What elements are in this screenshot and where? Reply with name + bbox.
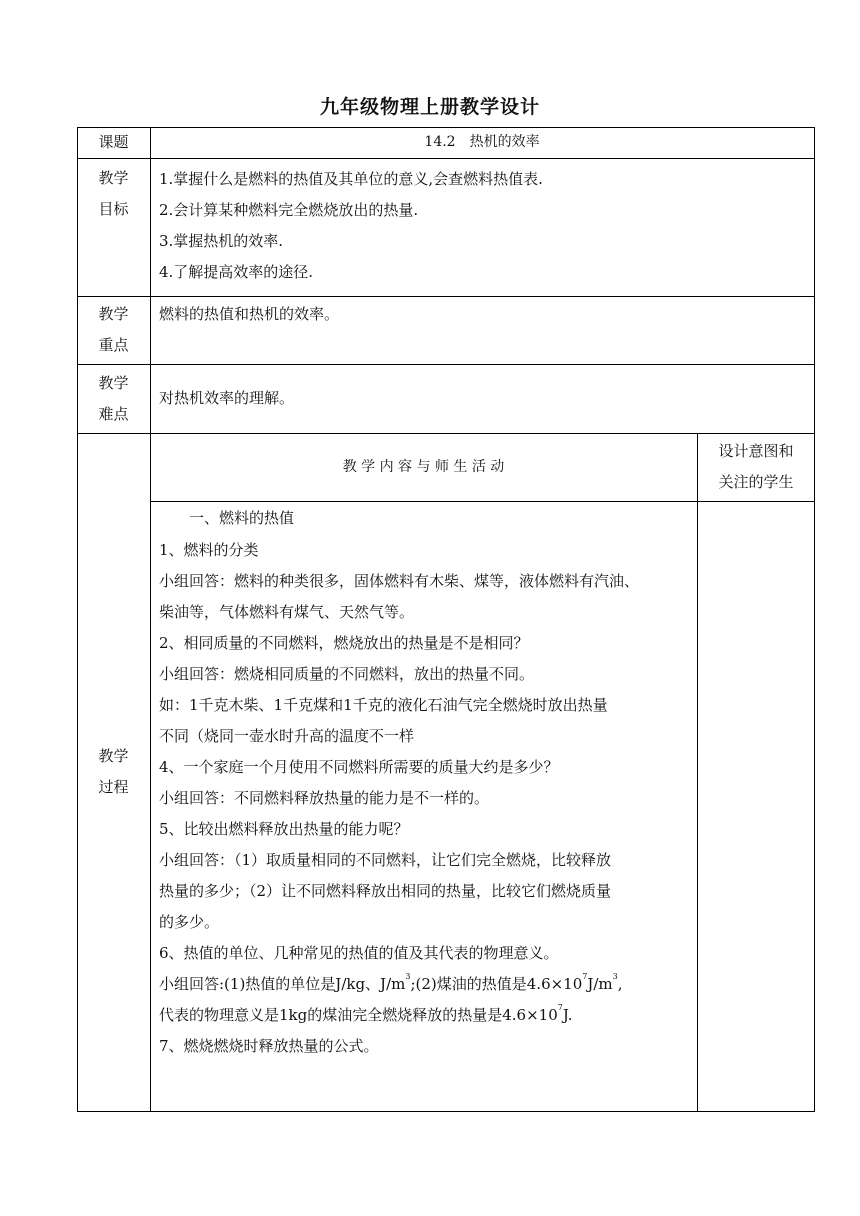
content-line: 小组回答：燃烧相同质量的不同燃料，放出的热量不同。	[159, 665, 535, 683]
formula-text: J/m	[587, 975, 613, 993]
content-line: 一、燃料的热值	[159, 509, 295, 527]
content-line: 不同（烧同一壶水时升高的温度不一样	[159, 727, 415, 745]
content-line: 小组回答：不同燃料释放热量的能力是不一样的。	[159, 789, 490, 807]
process-label-line1: 教学	[98, 747, 129, 765]
process-content	[159, 501, 695, 1062]
objectives-label-line1: 教学	[98, 169, 129, 187]
formula-text: 代表的物理意义是1kg的煤油完全燃烧释放的热量是4.6×10	[159, 1006, 558, 1024]
process-label-line2: 过程	[98, 778, 129, 796]
lesson-plan-table	[77, 127, 815, 1112]
content-line: 2、相同质量的不同燃料，燃烧放出的热量是不是相同？	[159, 634, 529, 652]
difficulties-value: 对热机效率的理解。	[159, 389, 295, 407]
content-line: 如：1千克木柴、1千克煤和1千克的液化石油气完全燃烧时放出热量	[159, 696, 608, 714]
key-points-label-line2: 重点	[98, 336, 129, 354]
design-intent-header-line2: 关注的学生	[718, 473, 794, 491]
content-line-formula	[159, 969, 695, 1000]
row-divider	[77, 433, 815, 434]
table-border-bottom	[77, 1111, 815, 1112]
row-divider	[77, 158, 815, 159]
formula-text: 小组回答:(1)热值的单位是J/kg、J/m	[159, 975, 406, 993]
objective-item: 4.了解提高效率的途径.	[159, 263, 314, 281]
content-line: 热量的多少；（2）让不同燃料释放出相同的热量，比较它们燃烧质量	[159, 882, 612, 900]
content-line: 小组回答：（1）取质量相同的不同燃料，让它们完全燃烧，比较释放	[159, 851, 612, 869]
design-intent-header	[698, 436, 814, 498]
superscript: 3	[405, 972, 411, 981]
key-points-label	[77, 299, 150, 361]
column-divider	[697, 433, 698, 1112]
table-border-left	[77, 127, 78, 1112]
formula-text: ;(2)煤油的热值是4.6×10	[410, 975, 583, 993]
key-points-label-line1: 教学	[98, 305, 129, 323]
superscript: 7	[582, 972, 588, 981]
content-line: 6、热值的单位、几种常见的热值的值及其代表的物理意义。	[159, 944, 559, 962]
superscript: 7	[557, 1003, 563, 1012]
content-line: 柴油等，气体燃料有煤气、天然气等。	[159, 603, 415, 621]
objectives-list	[159, 164, 809, 288]
row-divider	[77, 364, 815, 365]
row-divider	[77, 296, 815, 297]
formula-text: ,	[617, 975, 623, 993]
page-title: 九年级物理上册教学设计	[319, 96, 540, 118]
content-line: 的多少。	[159, 913, 220, 931]
difficulties-label-line2: 难点	[98, 405, 129, 423]
topic-label: 课题	[98, 133, 129, 151]
content-line: 7、燃烧燃烧时释放热量的公式。	[159, 1037, 379, 1055]
content-line-formula	[159, 1000, 695, 1031]
difficulties-label-line1: 教学	[98, 374, 129, 392]
objectives-label-line2: 目标	[98, 200, 129, 218]
column-divider	[150, 127, 151, 1112]
formula-text: J.	[562, 1006, 573, 1024]
key-points-value: 燃料的热值和热机的效率。	[159, 305, 340, 323]
objective-item: 3.掌握热机的效率.	[159, 232, 284, 250]
objectives-label	[77, 163, 150, 225]
process-column-header: 教 学 内 容 与 师 生 活 动	[342, 459, 505, 475]
content-line: 小组回答：燃料的种类很多，固体燃料有木柴、煤等，液体燃料有汽油、	[159, 572, 640, 590]
objective-item: 1.掌握什么是燃料的热值及其单位的意义,会查燃料热值表.	[159, 170, 543, 188]
content-line: 1、燃料的分类	[159, 541, 259, 559]
topic-value: 14.2 热机的效率	[424, 134, 540, 150]
table-border-right	[814, 127, 815, 1112]
design-intent-header-line1: 设计意图和	[718, 442, 794, 460]
objective-item: 2.会计算某种燃料完全燃烧放出的热量.	[159, 201, 419, 219]
superscript: 3	[612, 972, 618, 981]
content-line: 4、一个家庭一个月使用不同燃料所需要的质量大约是多少？	[159, 758, 559, 776]
content-line: 5、比较出燃料释放出热量的能力呢？	[159, 820, 409, 838]
difficulties-label	[77, 368, 150, 430]
process-label	[77, 741, 150, 803]
